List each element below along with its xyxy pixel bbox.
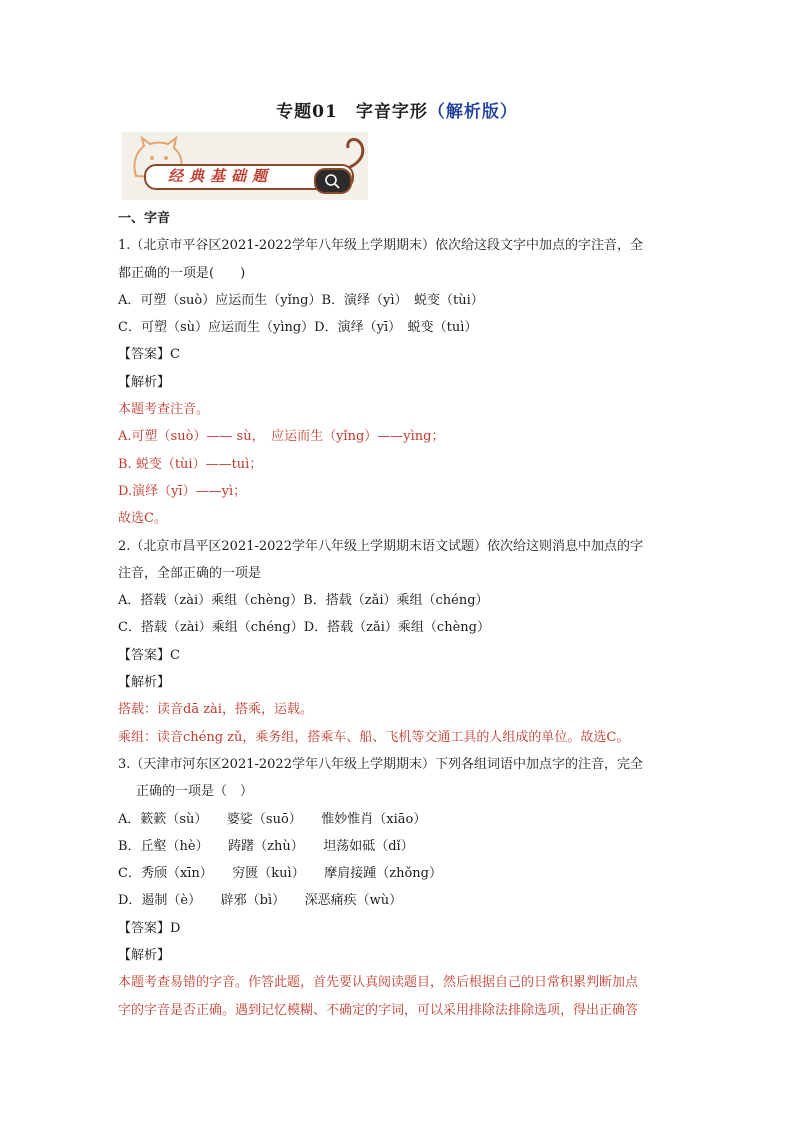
- q1-analysis-label: 【解析】: [118, 374, 171, 390]
- q1-options-cd: C．可塑（sù）应运而生（yìng）D．演绎（yī） 蜕变（tuì）: [118, 320, 478, 336]
- q2-analysis-1: 搭载：读音dā zài，搭乘，运载。: [118, 702, 313, 718]
- page-title: [0, 97, 794, 122]
- q2-analysis-2: 乘组：读音chéng zǔ，乘务组，搭乘车、船、飞机等交通工具的人组成的单位。故选C。: [118, 729, 630, 745]
- q1-analysis-4: D.演绎（yī）——yì；: [118, 483, 247, 499]
- q2-options-cd: C．搭载（zài）乘组（chéng）D．搭载（zǎi）乘组（chèng）: [118, 620, 490, 636]
- q1-answer: 【答案】C: [118, 347, 180, 363]
- q2-stem-line2: 注音，全部正确的一项是: [118, 565, 262, 581]
- q1-stem-line2: 都正确的一项是( ): [118, 265, 246, 281]
- q3-stem-line2: 正确的一项是（ ）: [136, 784, 254, 800]
- title-paren: （解析版）: [427, 102, 518, 122]
- q2-answer: 【答案】C: [118, 647, 180, 663]
- q2-stem-line1: 2.（北京市昌平区2021-2022学年八年级上学期期末语文试题）依次给这则消息中加点的字: [118, 538, 643, 554]
- q1-options-ab: A．可塑（suò）应运而生（yǐng）B．演绎（yì） 蜕变（tùi）: [118, 292, 484, 308]
- q3-option-c: C．秀颀（xīn） 穷匮（kuì） 摩肩接踵（zhǒng）: [118, 866, 442, 882]
- q1-analysis-2: A.可塑（suò）—— sù， 应运而生（yǐng）——yìng；: [118, 429, 445, 445]
- q2-analysis-label: 【解析】: [118, 675, 171, 691]
- q3-answer: 【答案】D: [118, 920, 181, 936]
- q1-analysis-3: B. 蜕变（tùi）——tuì；: [118, 456, 263, 472]
- q3-option-d: D．遏制（è） 辟邪（bì） 深恶痛疾（wù）: [118, 893, 403, 909]
- q1-analysis-1: 本题考查注音。: [118, 402, 210, 418]
- q3-analysis-1: 本题考查易错的字音。作答此题，首先要认真阅读题目，然后根据自己的日常积累判断加点: [118, 975, 639, 991]
- search-icon: [316, 170, 350, 192]
- section-banner: [122, 132, 368, 200]
- banner-search-button: [314, 168, 352, 194]
- title-main: 专题01 字音字形: [276, 102, 428, 122]
- q3-analysis-label: 【解析】: [118, 948, 171, 964]
- section-heading: 一、字音: [118, 211, 171, 226]
- document-content: [118, 205, 678, 1024]
- q2-options-ab: A．搭载（zài）乘组（chèng）B．搭载（zǎi）乘组（chéng）: [118, 593, 489, 609]
- q1-stem-line1: 1.（北京市平谷区2021-2022学年八年级上学期期末）依次给这段文字中加点的字注音，全: [118, 238, 643, 254]
- banner-text: 经典基础题: [168, 167, 274, 185]
- q3-analysis-2: 字的字音是否正确。遇到记忆模糊、不确定的字词，可以采用排除法排除选项，得出正确答: [118, 1002, 639, 1018]
- q3-stem-line1: 3.（天津市河东区2021-2022学年八年级上学期期末）下列各组词语中加点字的注音，完全: [118, 756, 643, 772]
- q3-option-b: B．丘壑（hè） 踌躇（zhù） 坦荡如砥（dǐ）: [118, 838, 414, 854]
- q1-analysis-5: 故选C。: [118, 511, 167, 527]
- q3-option-a: A．簌簌（sù） 婆娑（suō） 惟妙惟肖（xiāo）: [118, 811, 427, 827]
